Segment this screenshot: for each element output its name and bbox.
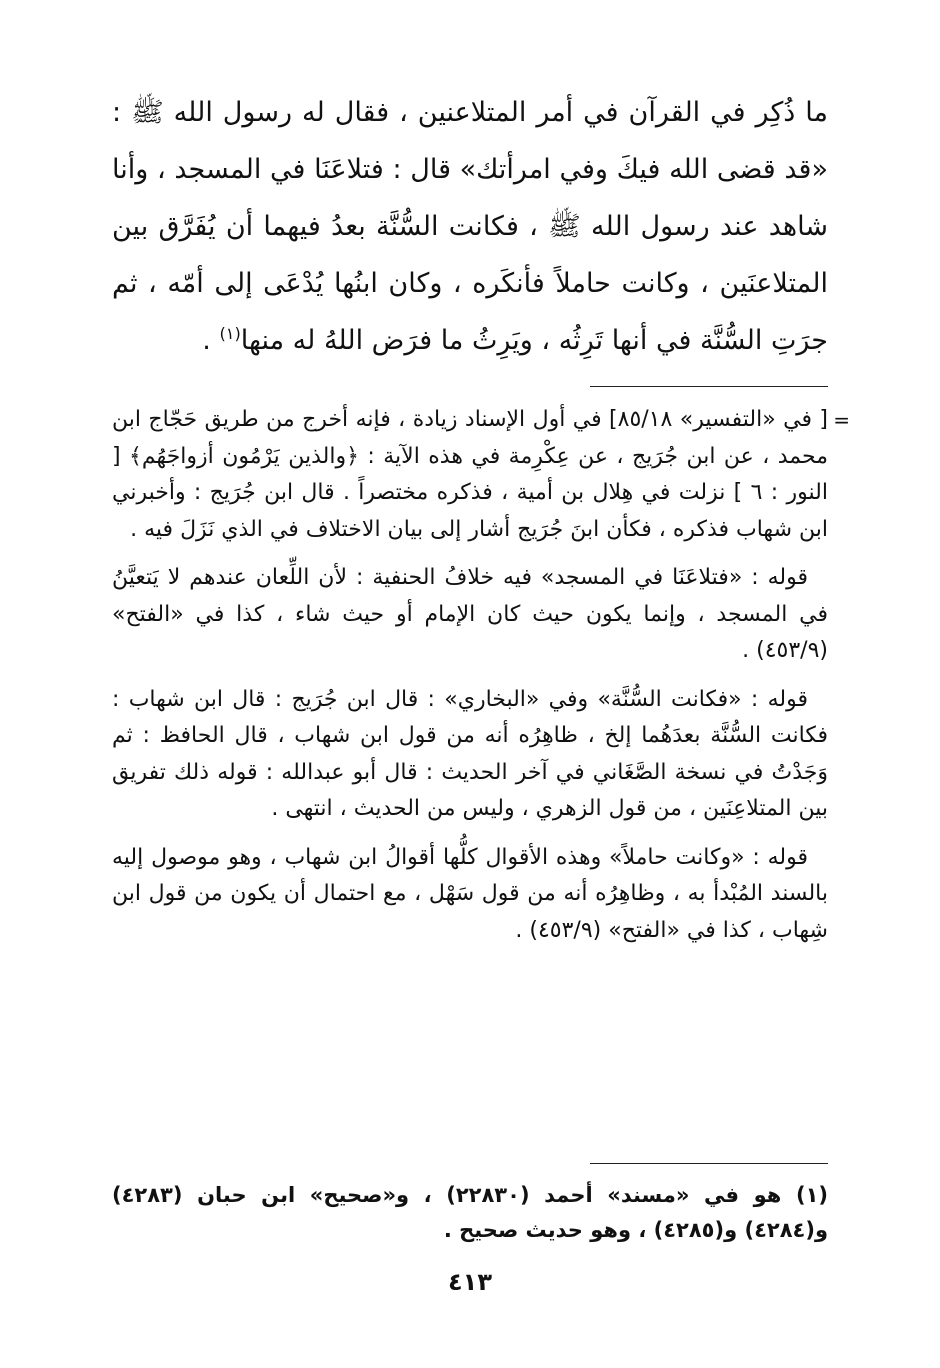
- footnote-separator-top: [590, 386, 828, 387]
- footnote-separator-bottom: [590, 1163, 828, 1164]
- main-paragraph-end: .: [202, 325, 220, 356]
- page-number: ٤١٣: [448, 1268, 492, 1296]
- main-paragraph-text: ما ذُكِر في القرآن في أمر المتلاعنين ، فقال له رسول الله ﷺ : «قد قضى الله فيكَ وفي امرأتك» قال : فتلاعَنَا في المسجد ، وأنا شاهد عند رسول الله ﷺ ، فكانت السُّنَّة بعدُ فيهما أن يُفَرَّق بين المتلاعنَين ، وكانت حاملاً فأنكَره ، وكان ابنُها يُدْعَى إلى أمّه ، ثم جرَتِ السُّنَّة في أنها تَرِثُه ، ويَرِثُ ما فرَض اللهُ له منها: [112, 97, 828, 356]
- commentary-paragraph-3: قوله : «فكانت السُّنَّة» وفي «البخاري» : قال ابن جُرَيج : قال ابن شهاب : فكانت السُّنَّة بعدَهُما إلخ ، ظاهِرُه أنه من قول ابن شهاب ، قال الحافظ : ثم وَجَدْتُ في نسخة الصَّغَاني في آخر الحديث : قال أبو عبدالله : قوله ذلك تفريق بين المتلاعِنَين ، من قول الزهري ، وليس من الحديث ، انتهى .: [112, 686, 828, 821]
- continuation-mark: =: [833, 408, 850, 432]
- commentary-paragraph-4: قوله : «وكانت حاملاً» وهذه الأقوال كلُّها أقوالُ ابن شهاب ، وهو موصول إليه بالسند المُبْدأ به ، وظاهِرُه أنه من قول سَهْل ، مع احتمال أن يكون من قول ابن شِهاب ، كذا في «الفتح» (٤٥٣/٩) .: [112, 844, 828, 943]
- footnote-1: (١) هو في «مسند» أحمد (٢٢٨٣٠) ، و«صحيح» ابن حبان (٤٢٨٣) و(٤٢٨٤) و(٤٢٨٥) ، وهو حديث صحيح .: [112, 1183, 828, 1242]
- main-paragraph: [112, 84, 828, 369]
- footnotes: [112, 1178, 828, 1248]
- main-text: [112, 84, 828, 369]
- commentary-paragraph-2: قوله : «فتلاعَنَا في المسجد» فيه خلافُ الحنفية : لأن اللِّعان عندهم لا يَتعيَّنُ في المسجد ، وإنما يكون حيث كان الإمام أو حيث شاء ، كذا في «الفتح» (٤٥٣/٩) .: [112, 565, 828, 663]
- commentary: [112, 402, 828, 949]
- commentary-paragraph-1: [ في «التفسير» ٨٥/١٨] في أول الإسناد زيادة ، فإنه أخرج من طريق حَجّاج ابن محمد ، عن ابن جُرَيج ، عن عِكْرِمة في هذه الآية : ﴿والذين يَرْمُون أزواجَهُم﴾ [ النور : ٦ ] نزلت في هِلال بن أمية ، فذكره مختصراً . قال ابن جُرَيج : وأخبرني ابن شهاب فذكره ، فكأن ابنَ جُرَيج أشار إلى بيان الاختلاف في الذي نَزَلَ فيه .: [112, 407, 828, 542]
- footnote-ref: (١): [219, 324, 241, 343]
